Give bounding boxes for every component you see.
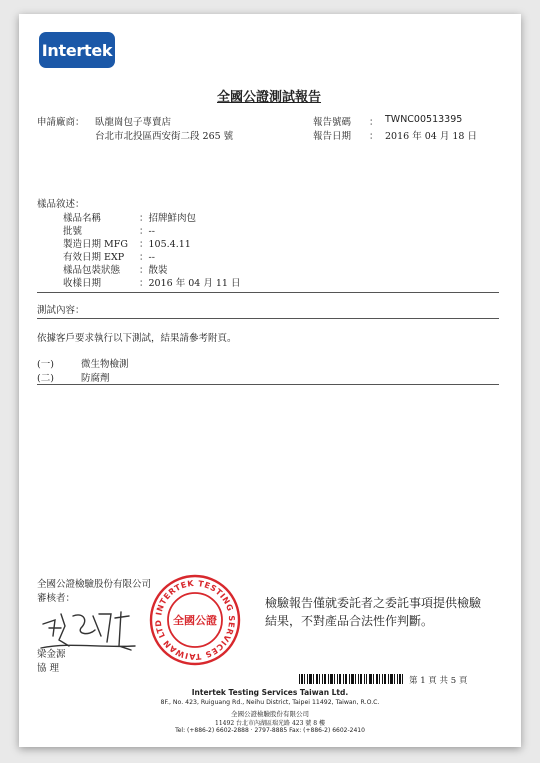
sample-heading: 樣品敘述： [37,199,85,210]
sample-field-value: ：2016 年 04 月 11 日 [139,278,241,289]
test-item-name: 微生物檢測 [81,359,129,370]
test-heading: 測試內容： [37,305,85,316]
company-seal-stamp [149,574,241,666]
report-number-label: 報告號碼 [313,117,352,128]
sample-field-value: ：-- [139,226,155,237]
sample-field-label: 樣品名稱 [63,213,102,224]
sample-field-label: 樣品包裝狀態 [63,265,121,276]
report-title: 全國公證測試報告 [217,90,322,105]
applicant-label: 申請廠商： [37,117,85,128]
page-info: 第 1 頁 共 5 頁 [409,676,468,686]
footer-contact: Tel: (+886-2) 6602-2888 ‧ 2797-8885 Fax: (+886-2) 6602-2410 [175,727,365,734]
sample-field-value: ：-- [139,252,155,263]
test-note: 依據客戶要求執行以下測試，結果請參考附頁。 [37,333,237,344]
disclaimer-line: 結果，不對產品合法性作判斷。 [265,614,434,628]
test-item-name: 防腐劑 [81,373,110,384]
footer-address-zh: 11492 台北市內湖區瑞光路 423 號 8 樓 [215,720,325,727]
footer-address-en: 8F., No. 423, Ruiguang Rd., Neihu District, Taipei 11492, Taiwan, R.O.C. [160,699,380,706]
signer-name: 梁金源 [37,649,66,660]
barcode [299,674,403,684]
footer-company-zh: 全國公證檢驗股份有限公司 [231,710,309,718]
signer-title: 協 理 [37,663,60,674]
footer-company-en: Intertek Testing Services Taiwan Ltd. [191,688,349,697]
reviewer-label: 審核者： [37,593,76,604]
sample-field-label: 收樣日期 [63,278,102,289]
sample-field-label: 有效日期 EXP [63,252,125,263]
sample-field-value: ：105.4.11 [139,239,191,250]
divider [37,292,499,293]
applicant-address: 台北市北投區西安街二段 265 號 [95,131,234,142]
svg-text:INTERTEK TESTING SERVICES TAIW: INTERTEK TESTING SERVICES TAIWAN LTD [153,578,237,662]
disclaimer-line: 檢驗報告僅就委託者之委託事項提供檢驗 [265,596,482,610]
divider [37,318,499,319]
intertek-logo: Intertek [39,32,115,68]
divider [37,384,499,385]
disclaimer [265,594,481,630]
colon: ： [369,117,379,128]
sample-field-value: ：招牌鮮肉包 [139,213,197,224]
sample-field-value: ：散裝 [139,265,168,276]
colon: ： [369,131,379,142]
company-line: 全國公證檢驗股份有限公司 [37,579,152,590]
applicant-name: 臥龍崗包子專賣店 [95,117,172,128]
report-date-label: 報告日期 [313,131,352,142]
svg-text:全國公證: 全國公證 [173,614,217,627]
sample-field-label: 批號 [63,226,83,237]
report-page [19,14,521,747]
report-date: 2016 年 04 月 18 日 [385,131,477,142]
sample-field-label: 製造日期 MFG [63,239,128,250]
test-item-number: (一) [37,359,54,370]
report-number: TWNC00513395 [385,114,463,125]
test-item-number: (二) [37,373,54,384]
